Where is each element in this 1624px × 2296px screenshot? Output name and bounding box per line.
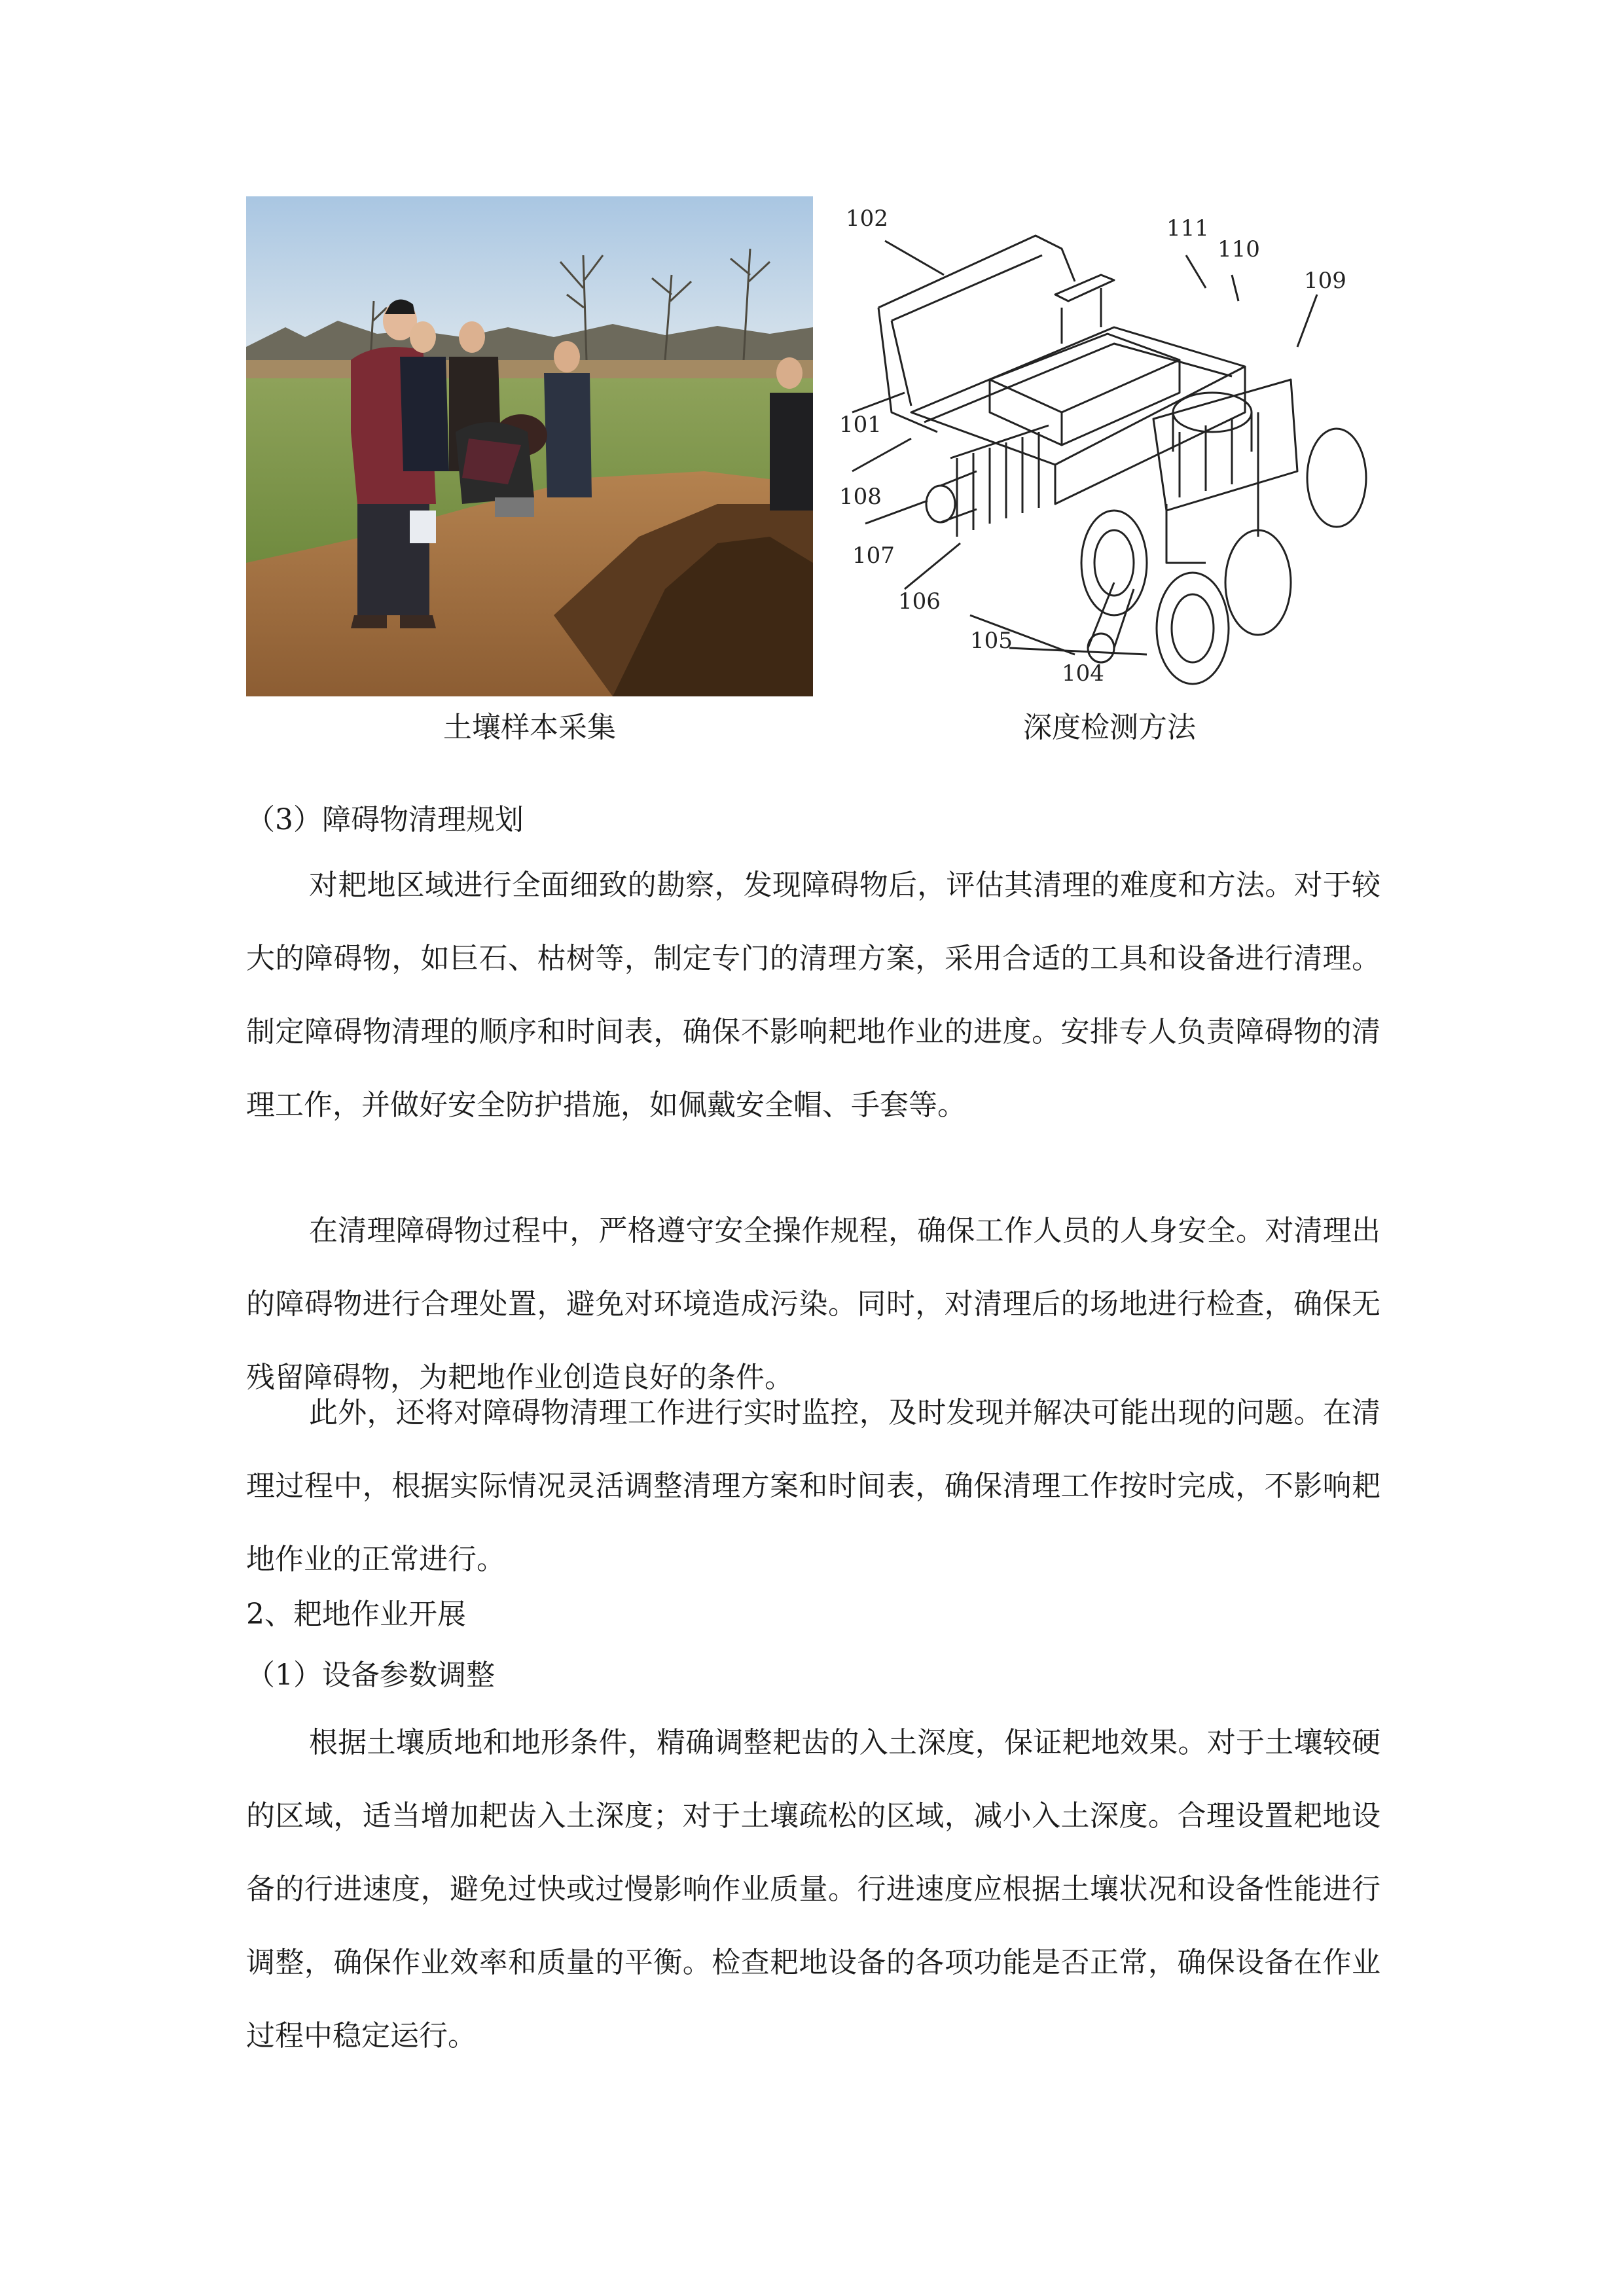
diagram-caption: 深度检测方法	[1023, 711, 1196, 744]
section-heading-parameter-adjustment: （1）设备参数调整	[246, 1659, 495, 1692]
paragraph: 对耙地区域进行全面细致的勘察，发现障碍物后，评估其清理的难度和方法。对于较大的障碍物，如巨石、枯树等，制定专门的清理方案，采用合适的工具和设备进行清理。制定障碍物清理的顺序和时间表，确保不影响耙地作业的进度。安排专人负责障碍物的清理工作，并做好安全防护措施，如佩戴安全帽、手套等。	[246, 869, 1380, 1122]
label-110: 110	[1218, 236, 1260, 262]
label-101: 101	[839, 412, 882, 438]
label-105: 105	[970, 628, 1013, 654]
photo-caption: 土壤样本采集	[443, 711, 616, 744]
label-108: 108	[839, 484, 882, 510]
label-111: 111	[1166, 215, 1209, 242]
depth-detection-diagram	[839, 196, 1380, 696]
label-107: 107	[852, 543, 895, 569]
label-109: 109	[1304, 268, 1346, 294]
paragraph: 在清理障碍物过程中，严格遵守安全操作规程，确保工作人员的人身安全。对清理出的障碍物进行合理处置，避免对环境造成污染。同时，对清理后的场地进行检查，确保无残留障碍物，为耙地作业创造良好的条件。	[246, 1214, 1380, 1394]
section-heading-harrowing-operation: 2、耙地作业开展	[246, 1598, 466, 1631]
soil-sampling-photo	[246, 196, 813, 696]
paragraph: 根据土壤质地和地形条件，精确调整耙齿的入土深度，保证耙地效果。对于土壤较硬的区域，适当增加耙齿入土深度；对于土壤疏松的区域，减小入土深度。合理设置耙地设备的行进速度，避免过快或过慢影响作业质量。行进速度应根据土壤状况和设备性能进行调整，确保作业效率和质量的平衡。检查耙地设备的各项功能是否正常，确保设备在作业过程中稳定运行。	[246, 1726, 1380, 2053]
label-102: 102	[846, 206, 888, 232]
section-heading-obstacle-clearing: （3）障碍物清理规划	[246, 803, 524, 836]
label-104: 104	[1062, 660, 1104, 687]
label-106: 106	[898, 588, 941, 615]
paragraph: 此外，还将对障碍物清理工作进行实时监控，及时发现并解决可能出现的问题。在清理过程中，根据实际情况灵活调整清理方案和时间表，确保清理工作按时完成，不影响耙地作业的正常进行。	[246, 1396, 1380, 1576]
